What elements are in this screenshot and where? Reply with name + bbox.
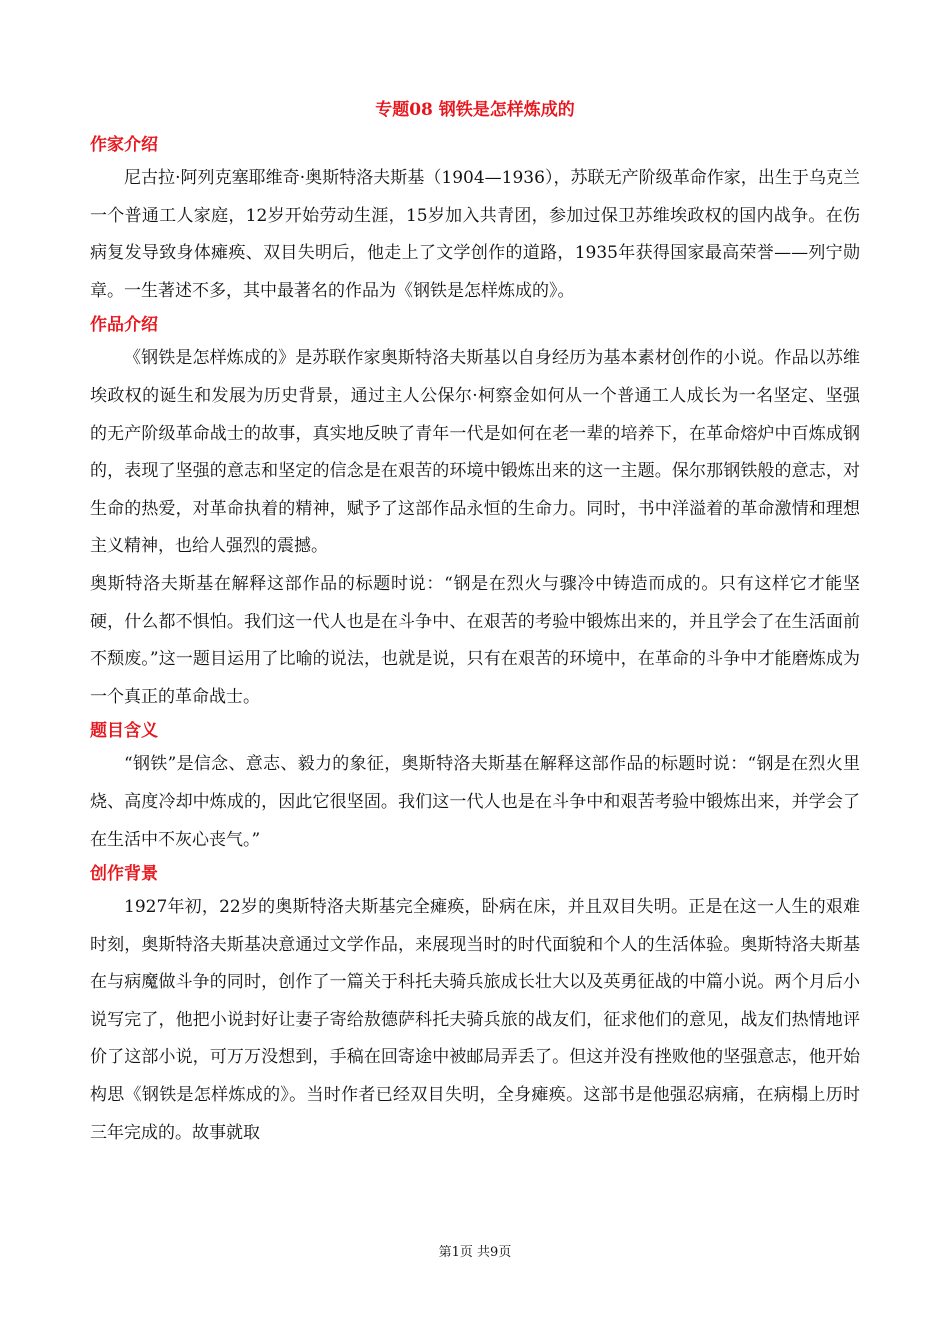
title-meaning-paragraph: “钢铁”是信念、意志、毅力的象征，奥斯特洛夫斯基在解释这部作品的标题时说：“钢是在烈火里烧、高度冷却中炼成的，因此它很坚固。我们这一代人也是在斗争中和艰苦考验中锻炼出来，并学会了在生活中不灰心丧气。”	[90, 754, 860, 850]
work-paragraph-2: 奥斯特洛夫斯基在解释这部作品的标题时说：“钢是在烈火与骤冷中铸造而成的。只有这样它才能坚硬，什么都不惧怕。我们这一代人也是在斗争中、在艰苦的考验中锻炼出来的，并且学会了在生活面前不颓废。”这一题目运用了比喻的说法，也就是说，只有在艰苦的环境中，在革命的斗争中才能磨炼成为一个真正的革命战士。	[90, 573, 860, 707]
section-heading-work: 作品介绍	[90, 315, 158, 336]
page-footer: 第1页 共9页	[438, 1245, 512, 1260]
author-paragraph: 尼古拉·阿列克塞耶维奇·奥斯特洛夫斯基（1904—1936），苏联无产阶级革命作家，出生于乌克兰一个普通工人家庭，12岁开始劳动生涯，15岁加入共青团，参加过保卫苏维埃政权的国内战争。在伤病复发导致身体瘫痪、双目失明后，他走上了文学创作的道路，1935年获得国家最高荣誉——列宁勋章。一生著述不多，其中最著名的作品为《钢铁是怎样炼成的》。	[90, 168, 860, 301]
section-heading-author: 作家介绍	[90, 135, 158, 155]
work-paragraph-1: 《钢铁是怎样炼成的》是苏联作家奥斯特洛夫斯基以自身经历为基本素材创作的小说。作品以苏维埃政权的诞生和发展为历史背景，通过主人公保尔·柯察金如何从一个普通工人成长为一名坚定、坚强的无产阶级革命战士的故事，真实地反映了青年一代是如何在老一辈的培养下，在革命熔炉中百炼成钢的，表现了坚强的意志和坚定的信念是在艰苦的环境中锻炼出来的这一主题。保尔那钢铁般的意志，对生命的热爱，对革命执着的精神，赋予了这部作品永恒的生命力。同时，书中洋溢着的革命激情和理想主义精神，也给人强烈的震撼。	[90, 348, 860, 557]
document-page	[90, 96, 860, 1152]
section-heading-title-meaning: 题目含义	[90, 721, 158, 742]
background-paragraph: 1927年初，22岁的奥斯特洛夫斯基完全瘫痪，卧病在床，并且双目失明。正是在这一人生的艰难时刻，奥斯特洛夫斯基决意通过文学作品，来展现当时的时代面貌和个人的生活体验。奥斯特洛夫斯基在与病魔做斗争的同时，创作了一篇关于科托夫骑兵旅成长壮大以及英勇征战的中篇小说。两个月后小说写完了，他把小说封好让妻子寄给敖德萨科托夫骑兵旅的战友们，征求他们的意见，战友们热情地评价了这部小说，可万万没想到，手稿在回寄途中被邮局弄丢了。但这并没有挫败他的坚强意志，他开始构思《钢铁是怎样炼成的》。当时作者已经双目失明，全身瘫痪。这部书是他强忍病痛，在病榻上历时三年完成的。故事就取	[90, 897, 860, 1143]
section-heading-background: 创作背景	[90, 864, 158, 885]
document-title: 专题08 钢铁是怎样炼成的	[375, 100, 575, 120]
